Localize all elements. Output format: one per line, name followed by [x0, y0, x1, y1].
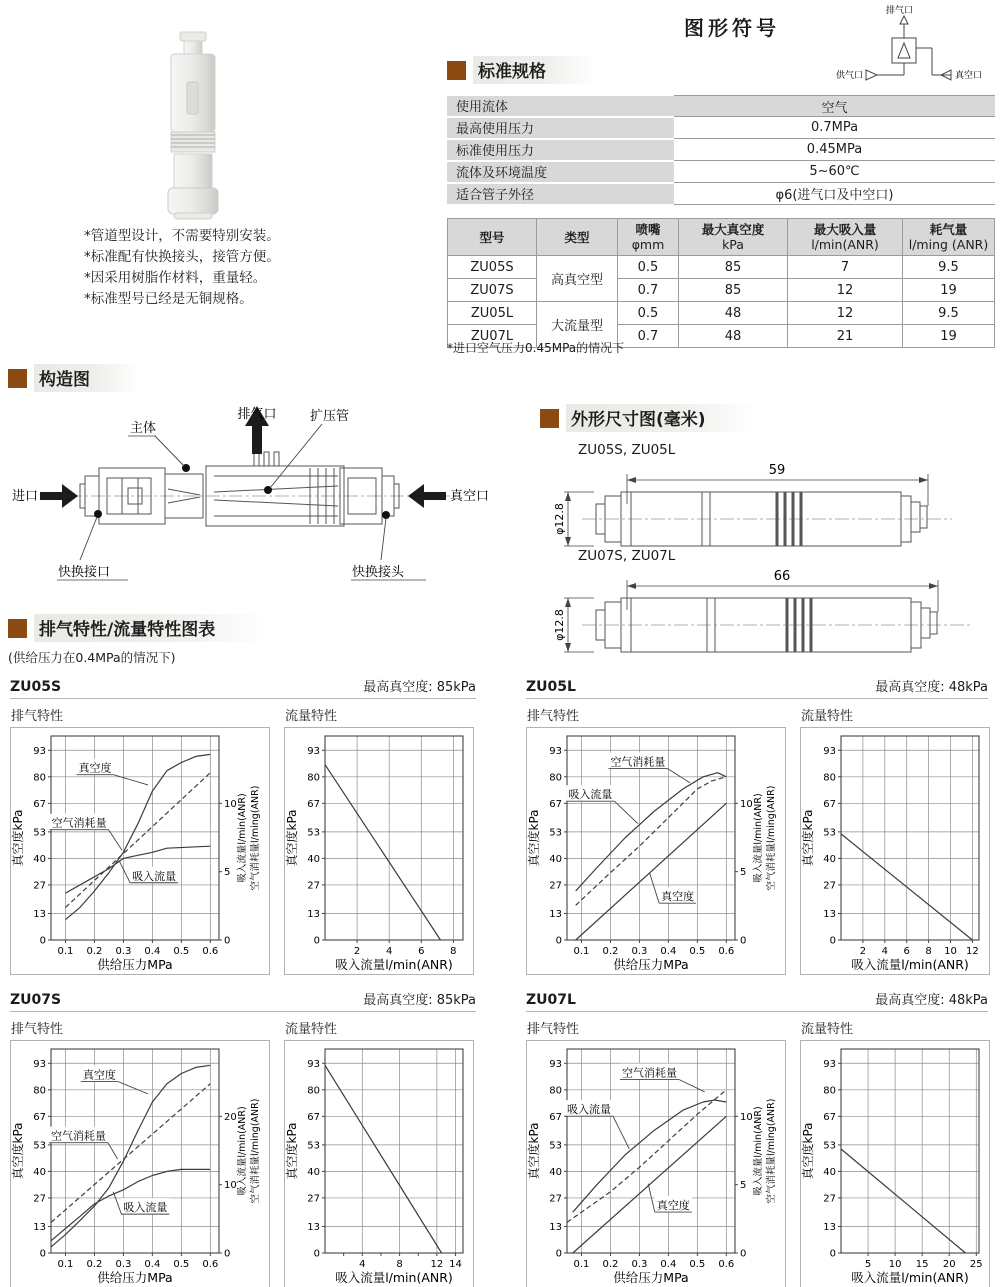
cell-model: ZU05S	[448, 256, 537, 279]
svg-text:真空度: 真空度	[656, 1199, 690, 1213]
dim2-models: ZU07S, ZU07L	[578, 548, 676, 564]
spec-value: 5~60℃	[674, 161, 995, 183]
panel-model: ZU05L	[526, 679, 576, 695]
svg-text:0: 0	[39, 935, 46, 947]
svg-text:0.3: 0.3	[115, 1259, 132, 1270]
spec-label: 流体及环境温度	[447, 161, 674, 183]
svg-text:空气消耗量l/ming(ANR): 空气消耗量l/ming(ANR)	[250, 785, 261, 891]
svg-text:吸入流量l/min(ANR): 吸入流量l/min(ANR)	[237, 1106, 248, 1196]
svg-text:10: 10	[740, 798, 753, 810]
svg-text:67: 67	[549, 1111, 562, 1123]
cell-consumption: 9.5	[903, 256, 995, 279]
svg-text:40: 40	[307, 1166, 320, 1178]
svg-text:25: 25	[969, 1259, 983, 1270]
svg-text:4: 4	[385, 946, 393, 957]
chart-subtitle: 排气特性	[11, 1022, 64, 1037]
cell-model: ZU05L	[448, 302, 537, 325]
svg-text:93: 93	[549, 1058, 562, 1070]
svg-text:0: 0	[313, 935, 320, 947]
svg-text:67: 67	[549, 798, 562, 810]
svg-text:93: 93	[823, 1058, 836, 1070]
svg-text:53: 53	[307, 827, 320, 839]
svg-text:空气消耗量l/ming(ANR): 空气消耗量l/ming(ANR)	[766, 1098, 777, 1204]
table-row	[448, 302, 995, 325]
cell-model: ZU07L	[448, 325, 537, 348]
svg-text:67: 67	[823, 798, 836, 810]
svg-text:真空度kPa: 真空度kPa	[527, 809, 541, 867]
svg-text:空气消耗量: 空气消耗量	[51, 816, 107, 830]
col-header: 喷嘴	[635, 222, 661, 237]
cell-consumption: 9.5	[903, 302, 995, 325]
svg-text:0.4: 0.4	[144, 946, 161, 957]
svg-text:真空度kPa: 真空度kPa	[11, 809, 25, 867]
svg-text:20: 20	[224, 1111, 237, 1123]
svg-text:空气消耗量: 空气消耗量	[610, 755, 666, 769]
feature-item: *因采用树脂作材料，重量轻。	[84, 270, 267, 286]
svg-text:53: 53	[33, 1140, 46, 1152]
chart-subtitle: 流量特性	[285, 709, 338, 724]
dim2-length: 66	[773, 569, 791, 584]
flow-chart	[800, 1040, 990, 1287]
chart-subtitle: 流量特性	[285, 1022, 338, 1037]
spec-value: 0.7MPa	[674, 117, 995, 139]
svg-text:0.6: 0.6	[718, 946, 735, 957]
panel-max-vacuum: 最高真空度: 85kPa	[363, 993, 476, 1008]
svg-text:13: 13	[823, 908, 836, 920]
symbol-vacuum-label: 真空口	[955, 71, 983, 81]
chart-panels	[10, 676, 990, 1287]
svg-text:6: 6	[903, 946, 910, 957]
cell-type: 大流量型	[537, 302, 618, 348]
svg-text:0: 0	[740, 935, 747, 947]
svg-text:0: 0	[829, 935, 836, 947]
section-marker-icon	[8, 369, 27, 388]
svg-text:27: 27	[33, 1193, 46, 1205]
dimension-drawing-2	[552, 548, 992, 670]
svg-text:80: 80	[823, 772, 836, 784]
dim2-diameter: φ12.8	[553, 609, 566, 641]
svg-text:10: 10	[224, 798, 237, 810]
feature-item: *标准配有快换接头，接管方便。	[84, 249, 280, 265]
svg-text:供给压力MPa: 供给压力MPa	[97, 1270, 173, 1285]
svg-text:5: 5	[740, 867, 747, 879]
section-marker-icon	[8, 619, 27, 638]
label-diffuser: 扩压管	[310, 409, 350, 424]
svg-text:2: 2	[353, 946, 361, 957]
svg-text:67: 67	[307, 798, 320, 810]
chart-panel-zu05l	[526, 676, 988, 975]
label-exhaust-port: 排气口	[237, 407, 277, 422]
exhaust-chart	[10, 1040, 270, 1287]
panel-model: ZU05S	[10, 679, 62, 695]
svg-text:13: 13	[549, 908, 562, 920]
label-quick-port: 快换接口	[58, 565, 111, 580]
col-header: 最大吸入量	[813, 222, 877, 237]
symbol-title: 图形符号	[684, 16, 780, 40]
label-quick-fitting: 快换接头	[352, 565, 405, 580]
feature-item: *标准型号已经是无铜规格。	[84, 291, 253, 307]
model-table-header-row: 型号 类型 喷嘴 φmm 最大真空度 kPa 最大吸入量 l/min(ANR) 耗气量 l/ming (ANR)	[448, 219, 995, 256]
svg-text:0: 0	[829, 1248, 836, 1260]
table-row	[448, 256, 995, 279]
section-construction-title: 构造图	[34, 364, 140, 392]
cell-type: 高真空型	[537, 256, 618, 302]
svg-text:5: 5	[740, 1180, 747, 1192]
chart-subtitle: 排气特性	[527, 709, 580, 724]
cell-nozzle: 0.5	[618, 256, 679, 279]
svg-text:0.2: 0.2	[602, 1259, 619, 1270]
svg-text:53: 53	[549, 827, 562, 839]
symbol-supply-label: 供气口	[836, 71, 863, 81]
svg-text:80: 80	[33, 1085, 46, 1097]
svg-text:吸入流量: 吸入流量	[123, 1201, 168, 1215]
svg-text:93: 93	[307, 745, 320, 757]
svg-text:80: 80	[823, 1085, 836, 1097]
svg-text:53: 53	[307, 1140, 320, 1152]
svg-text:0.3: 0.3	[631, 1259, 648, 1270]
section-dimensions-title: 外形尺寸图(毫米)	[566, 404, 756, 432]
svg-text:6: 6	[418, 946, 425, 957]
svg-text:13: 13	[33, 908, 46, 920]
panel-model: ZU07S	[10, 992, 62, 1008]
product-photo-image	[138, 30, 248, 220]
svg-text:10: 10	[740, 1111, 753, 1123]
svg-text:吸入流量l/min(ANR): 吸入流量l/min(ANR)	[753, 1106, 764, 1196]
svg-text:13: 13	[549, 1221, 562, 1233]
svg-text:4: 4	[881, 946, 888, 957]
svg-text:真空度kPa: 真空度kPa	[11, 1122, 25, 1180]
svg-text:8: 8	[450, 946, 457, 957]
svg-text:93: 93	[307, 1058, 320, 1070]
svg-text:供给压力MPa: 供给压力MPa	[97, 957, 173, 972]
svg-text:67: 67	[823, 1111, 836, 1123]
svg-text:0.4: 0.4	[660, 946, 677, 957]
svg-text:8: 8	[925, 946, 932, 957]
spec-value: 0.45MPa	[674, 139, 995, 161]
svg-text:5: 5	[864, 1259, 872, 1270]
svg-text:4: 4	[359, 1259, 366, 1270]
exhaust-chart	[526, 727, 786, 975]
svg-text:93: 93	[33, 1058, 46, 1070]
svg-text:40: 40	[549, 1166, 562, 1178]
feature-item: *管道型设计，不需要特别安装。	[84, 228, 280, 244]
svg-text:吸入流量l/min(ANR): 吸入流量l/min(ANR)	[237, 793, 248, 883]
chart-panel-zu05s	[10, 676, 476, 975]
section-construction	[8, 366, 140, 390]
cell-vacuum: 48	[679, 302, 788, 325]
svg-text:0.5: 0.5	[689, 946, 706, 957]
svg-text:12: 12	[966, 946, 979, 957]
svg-text:13: 13	[33, 1221, 46, 1233]
section-charts	[8, 616, 265, 640]
flow-chart	[284, 1040, 474, 1287]
svg-text:0.4: 0.4	[660, 1259, 677, 1270]
construction-diagram	[10, 396, 510, 605]
section-dimensions	[540, 406, 756, 430]
dim2-drawing	[552, 566, 992, 666]
svg-text:67: 67	[33, 798, 46, 810]
svg-text:53: 53	[823, 827, 836, 839]
symbol-exhaust-label: 排气口	[886, 6, 914, 16]
svg-text:0.3: 0.3	[631, 946, 648, 957]
svg-text:0: 0	[740, 1248, 747, 1260]
dim1-diameter: φ12.8	[553, 503, 566, 535]
col-header: 型号	[479, 229, 505, 245]
svg-text:0.1: 0.1	[57, 946, 74, 957]
svg-text:0: 0	[555, 935, 562, 947]
dim1-models: ZU05S, ZU05L	[578, 442, 676, 458]
svg-text:27: 27	[33, 880, 46, 892]
svg-text:20: 20	[942, 1259, 956, 1270]
svg-text:0.5: 0.5	[173, 1259, 190, 1270]
cell-nozzle: 0.7	[618, 279, 679, 302]
spec-table	[447, 95, 995, 206]
svg-text:10: 10	[224, 1180, 237, 1192]
svg-text:0.5: 0.5	[689, 1259, 706, 1270]
svg-text:吸入流量l/min(ANR): 吸入流量l/min(ANR)	[335, 1270, 453, 1285]
svg-text:8: 8	[396, 1259, 403, 1270]
spec-label: 最高使用压力	[447, 117, 674, 139]
dimension-drawing-1	[552, 442, 992, 564]
svg-text:空气消耗量: 空气消耗量	[622, 1066, 678, 1080]
dim1-length: 59	[768, 463, 786, 478]
cell-model: ZU07S	[448, 279, 537, 302]
exhaust-chart	[10, 727, 270, 975]
cell-nozzle: 0.7	[618, 325, 679, 348]
svg-text:40: 40	[33, 853, 46, 865]
svg-text:67: 67	[33, 1111, 46, 1123]
feature-list	[84, 226, 280, 310]
svg-text:0.4: 0.4	[144, 1259, 161, 1270]
table-footnote: *进口空气压力0.45MPa的情况下	[447, 341, 625, 355]
svg-text:供给压力MPa: 供给压力MPa	[613, 1270, 689, 1285]
dim1-drawing	[552, 460, 992, 560]
model-table	[447, 218, 995, 348]
svg-text:15: 15	[915, 1259, 929, 1270]
svg-text:吸入流量: 吸入流量	[132, 869, 177, 883]
chart-subtitle: 流量特性	[801, 709, 854, 724]
col-header: 类型	[564, 229, 590, 245]
cell-suction: 12	[788, 302, 903, 325]
svg-text:13: 13	[823, 1221, 836, 1233]
panel-max-vacuum: 最高真空度: 48kPa	[875, 680, 988, 695]
exhaust-chart	[526, 1040, 786, 1287]
svg-text:53: 53	[33, 827, 46, 839]
section-marker-icon	[540, 409, 559, 428]
svg-text:空气消耗量l/ming(ANR): 空气消耗量l/ming(ANR)	[766, 785, 777, 891]
svg-text:10: 10	[888, 1259, 902, 1270]
svg-text:0.3: 0.3	[115, 946, 132, 957]
section-specs-title: 标准规格	[473, 56, 596, 84]
svg-text:67: 67	[307, 1111, 320, 1123]
cell-vacuum: 85	[679, 279, 788, 302]
svg-text:0.1: 0.1	[57, 1259, 74, 1270]
cell-nozzle: 0.5	[618, 302, 679, 325]
svg-text:93: 93	[33, 745, 46, 757]
svg-text:80: 80	[307, 1085, 320, 1097]
svg-text:80: 80	[33, 772, 46, 784]
svg-text:吸入流量l/min(ANR): 吸入流量l/min(ANR)	[335, 957, 453, 972]
svg-text:13: 13	[307, 1221, 320, 1233]
svg-text:2: 2	[859, 946, 867, 957]
svg-text:93: 93	[823, 745, 836, 757]
flow-chart	[284, 727, 474, 975]
svg-text:0: 0	[555, 1248, 562, 1260]
svg-text:0.1: 0.1	[573, 946, 590, 957]
spec-label: 标准使用压力	[447, 139, 674, 161]
svg-text:14: 14	[449, 1259, 462, 1270]
svg-text:0.6: 0.6	[718, 1259, 735, 1270]
section-charts-title: 排气特性/流量特性图表	[34, 614, 265, 642]
col-header: 最大真空度	[701, 222, 765, 237]
svg-text:80: 80	[549, 1085, 562, 1097]
col-header: 耗气量	[929, 222, 968, 237]
svg-text:27: 27	[549, 1193, 562, 1205]
svg-text:93: 93	[549, 745, 562, 757]
svg-text:吸入流量l/min(ANR): 吸入流量l/min(ANR)	[851, 1270, 969, 1285]
table-row	[448, 279, 995, 302]
svg-text:真空度kPa: 真空度kPa	[801, 1122, 815, 1180]
chart-subtitle: 流量特性	[801, 1022, 854, 1037]
cell-consumption: 19	[903, 325, 995, 348]
svg-text:27: 27	[823, 880, 836, 892]
svg-text:0.2: 0.2	[86, 1259, 103, 1270]
svg-text:27: 27	[307, 1193, 320, 1205]
chart-panel-zu07s	[10, 989, 476, 1287]
charts-condition-note: (供给压力在0.4MPa的情况下)	[8, 650, 176, 665]
svg-text:吸入流量: 吸入流量	[567, 1103, 611, 1117]
construction-drawing	[10, 396, 510, 601]
svg-text:0: 0	[313, 1248, 320, 1260]
svg-text:10: 10	[944, 946, 957, 957]
svg-text:吸入流量l/min(ANR): 吸入流量l/min(ANR)	[753, 793, 764, 883]
svg-text:5: 5	[224, 867, 231, 879]
section-marker-icon	[447, 61, 466, 80]
svg-text:53: 53	[549, 1140, 562, 1152]
cell-suction: 12	[788, 279, 903, 302]
svg-text:真空度kPa: 真空度kPa	[285, 1122, 299, 1180]
svg-text:0.5: 0.5	[173, 946, 190, 957]
label-inlet: 进口	[12, 489, 39, 504]
svg-text:0: 0	[224, 1248, 231, 1260]
svg-text:40: 40	[33, 1166, 46, 1178]
svg-text:0.6: 0.6	[202, 1259, 219, 1270]
svg-text:40: 40	[823, 1166, 836, 1178]
cell-vacuum: 48	[679, 325, 788, 348]
spec-value: 空气	[674, 96, 995, 117]
label-main-body: 主体	[130, 421, 157, 436]
panel-max-vacuum: 最高真空度: 48kPa	[875, 993, 988, 1008]
cell-vacuum: 85	[679, 256, 788, 279]
svg-text:吸入流量l/min(ANR): 吸入流量l/min(ANR)	[851, 957, 969, 972]
panel-model: ZU07L	[526, 992, 576, 1008]
svg-text:真空度: 真空度	[661, 890, 695, 904]
svg-text:真空度kPa: 真空度kPa	[801, 809, 815, 867]
cell-suction: 21	[788, 325, 903, 348]
svg-text:真空度: 真空度	[78, 761, 112, 775]
chart-panel-zu07l	[526, 989, 988, 1287]
svg-text:空气消耗量: 空气消耗量	[51, 1129, 106, 1143]
svg-text:真空度kPa: 真空度kPa	[285, 809, 299, 867]
svg-text:53: 53	[823, 1140, 836, 1152]
svg-text:40: 40	[307, 853, 320, 865]
svg-text:吸入流量: 吸入流量	[568, 788, 613, 802]
svg-text:80: 80	[307, 772, 320, 784]
svg-text:0: 0	[224, 935, 231, 947]
section-specs	[447, 58, 995, 82]
svg-text:供给压力MPa: 供给压力MPa	[613, 957, 689, 972]
svg-text:0.1: 0.1	[573, 1259, 590, 1270]
svg-text:0.2: 0.2	[602, 946, 619, 957]
svg-text:27: 27	[549, 880, 562, 892]
svg-text:80: 80	[549, 772, 562, 784]
svg-text:0.6: 0.6	[202, 946, 219, 957]
svg-text:27: 27	[823, 1193, 836, 1205]
spec-label: 使用流体	[447, 96, 674, 117]
svg-text:0: 0	[39, 1248, 46, 1260]
flow-chart	[800, 727, 990, 975]
cell-suction: 7	[788, 256, 903, 279]
svg-text:0.2: 0.2	[86, 946, 103, 957]
spec-value: φ6(进气口及中空口)	[674, 183, 995, 205]
panel-max-vacuum: 最高真空度: 85kPa	[363, 680, 476, 695]
svg-text:40: 40	[823, 853, 836, 865]
product-photo	[138, 30, 248, 224]
chart-subtitle: 排气特性	[11, 709, 64, 724]
svg-text:27: 27	[307, 880, 320, 892]
cell-consumption: 19	[903, 279, 995, 302]
label-vacuum-port: 真空口	[450, 489, 490, 504]
svg-text:40: 40	[549, 853, 562, 865]
chart-subtitle: 排气特性	[527, 1022, 580, 1037]
svg-text:12: 12	[430, 1259, 444, 1270]
svg-text:13: 13	[307, 908, 320, 920]
svg-text:真空度: 真空度	[82, 1068, 116, 1082]
svg-text:真空度kPa: 真空度kPa	[527, 1122, 541, 1180]
svg-text:空气消耗量l/ming(ANR): 空气消耗量l/ming(ANR)	[250, 1098, 261, 1204]
spec-label: 适合管子外径	[447, 183, 674, 205]
